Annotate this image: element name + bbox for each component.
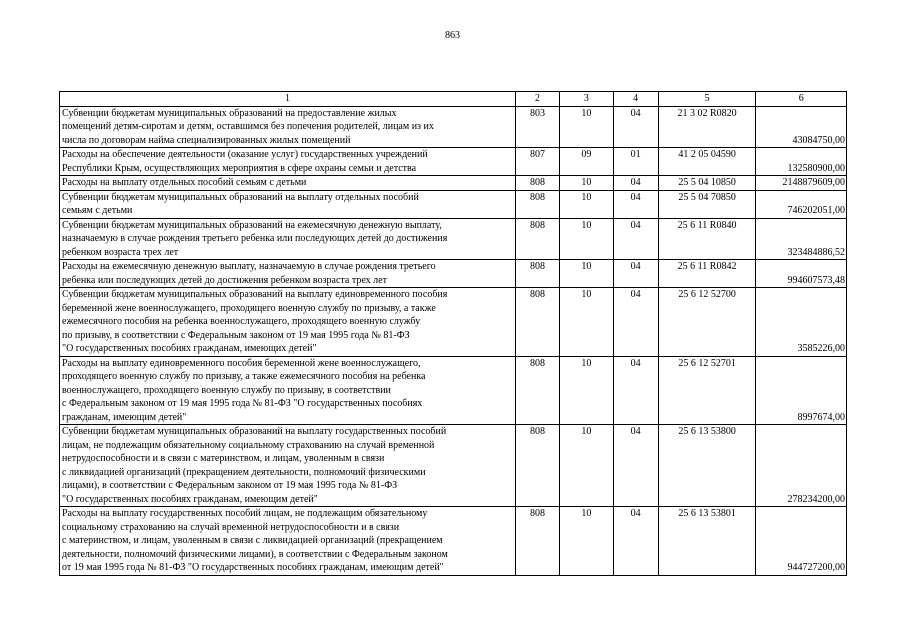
amount: 132580900,00 <box>756 148 847 176</box>
amount: 3585226,00 <box>756 288 847 357</box>
ministry-code: 807 <box>515 148 559 176</box>
header-col-2: 2 <box>515 92 559 107</box>
description-line: деятельности, полномочий физическими лицами), в соответствии с Федеральным законом <box>62 548 448 560</box>
ministry-code: 808 <box>515 190 559 218</box>
row-description <box>60 260 516 288</box>
target-article-code: 25 6 13 53800 <box>658 425 756 507</box>
description-line: по призыву, в соответствии с Федеральным законом от 19 мая 1995 года № 81-ФЗ <box>62 329 410 341</box>
table-body <box>60 106 847 575</box>
amount: 994607573,48 <box>756 260 847 288</box>
ministry-code: 808 <box>515 176 559 191</box>
row-description <box>60 425 516 507</box>
subsection-code: 04 <box>613 176 658 191</box>
subsection-code: 04 <box>613 106 658 148</box>
section-code: 10 <box>560 288 613 357</box>
budget-table <box>59 91 847 576</box>
table-row <box>60 218 847 260</box>
row-description <box>60 106 516 148</box>
section-code: 10 <box>560 106 613 148</box>
description-line: военнослужащего, проходящего военную службу по призыву, в соответствии <box>62 384 391 396</box>
description-line: Расходы на обеспечение деятельности (оказание услуг) государственных учреждений <box>62 149 428 160</box>
description-line: "О государственных пособиях гражданам, имеющим детей" <box>62 493 318 505</box>
description-line: ежемесячного пособия на ребенка военнослужащего, проходящего военную службу <box>62 316 421 327</box>
ministry-code: 803 <box>515 106 559 148</box>
table-header-row <box>60 92 847 107</box>
amount: 944727200,00 <box>756 507 847 576</box>
row-description <box>60 507 516 576</box>
table-row <box>60 148 847 176</box>
description-line: назначаемую в случае рождения третьего ребенка или последующих детей до достижения <box>62 233 448 244</box>
header-col-6: 6 <box>756 92 847 107</box>
description-line: от 19 мая 1995 года № 81-ФЗ "О государственных пособиях гражданам, имеющим детей" <box>62 562 444 573</box>
header-col-1: 1 <box>60 92 516 107</box>
target-article-code: 21 3 02 R0820 <box>658 106 756 148</box>
subsection-code: 04 <box>613 425 658 507</box>
description-line: Субвенции бюджетам муниципальных образований на предоставление жилых <box>62 107 397 119</box>
description-line: лицами), в соответствии с Федеральным законом от 19 мая 1995 года № 81-ФЗ <box>62 480 398 491</box>
row-description <box>60 288 516 357</box>
section-code: 10 <box>560 218 613 260</box>
subsection-code: 04 <box>613 288 658 357</box>
description-line: Расходы на выплату единовременного пособия беременной жене военнослужащего, <box>62 357 421 369</box>
row-description <box>60 190 516 218</box>
description-line: Субвенции бюджетам муниципальных образований на выплату государственных пособий <box>62 426 447 437</box>
target-article-code: 25 6 13 53801 <box>658 507 756 576</box>
table-row <box>60 176 847 191</box>
table-row <box>60 288 847 357</box>
section-code: 10 <box>560 260 613 288</box>
subsection-code: 04 <box>613 260 658 288</box>
subsection-code: 04 <box>613 218 658 260</box>
description-line: Расходы на выплату отдельных пособий семьям с детьми <box>62 177 307 188</box>
description-line: с Федеральным законом от 19 мая 1995 года № 81-ФЗ "О государственных пособиях <box>62 398 423 409</box>
description-line: числа по договорам найма специализированных жилых помещений <box>62 134 351 146</box>
target-article-code: 41 2 05 04590 <box>658 148 756 176</box>
subsection-code: 01 <box>613 148 658 176</box>
description-line: нетрудоспособности и в связи с материнством, и лицам, уволенным в связи <box>62 453 385 464</box>
section-code: 10 <box>560 507 613 576</box>
description-line: Расходы на выплату государственных пособий лицам, не подлежащим обязательному <box>62 508 428 519</box>
ministry-code: 808 <box>515 356 559 425</box>
amount: 323484886,52 <box>756 218 847 260</box>
description-line: с материнством, и лицам, уволенным в связи с ликвидацией организаций (прекращением <box>62 535 443 546</box>
target-article-code: 25 6 12 52700 <box>658 288 756 357</box>
ministry-code: 808 <box>515 218 559 260</box>
ministry-code: 808 <box>515 507 559 576</box>
description-line: с ликвидацией организаций (прекращением деятельности, полномочий физическими <box>62 466 426 478</box>
table-row <box>60 190 847 218</box>
ministry-code: 808 <box>515 260 559 288</box>
section-code: 09 <box>560 148 613 176</box>
subsection-code: 04 <box>613 190 658 218</box>
description-line: проходящего военную службу по призыву, а также ежемесячного пособия на ребенка <box>62 371 426 382</box>
description-line: семьям с детьми <box>62 205 133 216</box>
table-row <box>60 260 847 288</box>
description-line: Субвенции бюджетам муниципальных образований на ежемесячную денежную выплату, <box>62 219 442 231</box>
subsection-code: 04 <box>613 507 658 576</box>
description-line: социальному страхованию на случай временной нетрудоспособности и в связи <box>62 521 400 533</box>
row-description <box>60 218 516 260</box>
description-line: Республики Крым, осуществляющих мероприятия в сфере охраны семьи и детства <box>62 162 417 174</box>
table-row <box>60 106 847 148</box>
table-row <box>60 356 847 425</box>
header-col-4: 4 <box>613 92 658 107</box>
amount: 278234200,00 <box>756 425 847 507</box>
description-line: ребенком возраста трех лет <box>62 246 179 258</box>
section-code: 10 <box>560 425 613 507</box>
header-col-3: 3 <box>560 92 613 107</box>
section-code: 10 <box>560 356 613 425</box>
subsection-code: 04 <box>613 356 658 425</box>
target-article-code: 25 6 11 R0842 <box>658 260 756 288</box>
table-row <box>60 507 847 576</box>
amount: 2148879609,00 <box>756 176 847 191</box>
ministry-code: 808 <box>515 425 559 507</box>
row-description <box>60 356 516 425</box>
description-line: Расходы на ежемесячную денежную выплату, назначаемую в случае рождения третьего <box>62 261 436 272</box>
header-col-5: 5 <box>658 92 756 107</box>
target-article-code: 25 6 11 R0840 <box>658 218 756 260</box>
description-line: "О государственных пособиях гражданам, имеющих детей" <box>62 343 317 354</box>
row-description <box>60 176 516 191</box>
description-line: Субвенции бюджетам муниципальных образований на выплату единовременного пособия <box>62 289 448 300</box>
description-line: помещений детям-сиротам и детям, оставшимся без попечения родителей, лицам из их <box>62 121 434 132</box>
section-code: 10 <box>560 190 613 218</box>
description-line: лицам, не подлежащим обязательному социальному страхованию на случай временной <box>62 439 435 451</box>
description-line: гражданам, имеющим детей" <box>62 411 187 423</box>
amount: 8997674,00 <box>756 356 847 425</box>
section-code: 10 <box>560 176 613 191</box>
target-article-code: 25 5 04 10850 <box>658 176 756 191</box>
description-line: ребенка или последующих детей до достижения ребенком возраста трех лет <box>62 274 387 286</box>
table-row <box>60 425 847 507</box>
page-number: 863 <box>445 30 460 41</box>
ministry-code: 808 <box>515 288 559 357</box>
amount: 746202051,00 <box>756 190 847 218</box>
description-line: Субвенции бюджетам муниципальных образований на выплату отдельных пособий <box>62 191 419 203</box>
description-line: беременной жене военнослужащего, проходящего военную службу по призыву, а также <box>62 302 436 314</box>
row-description <box>60 148 516 176</box>
target-article-code: 25 6 12 52701 <box>658 356 756 425</box>
amount: 43084750,00 <box>756 106 847 148</box>
target-article-code: 25 5 04 70850 <box>658 190 756 218</box>
